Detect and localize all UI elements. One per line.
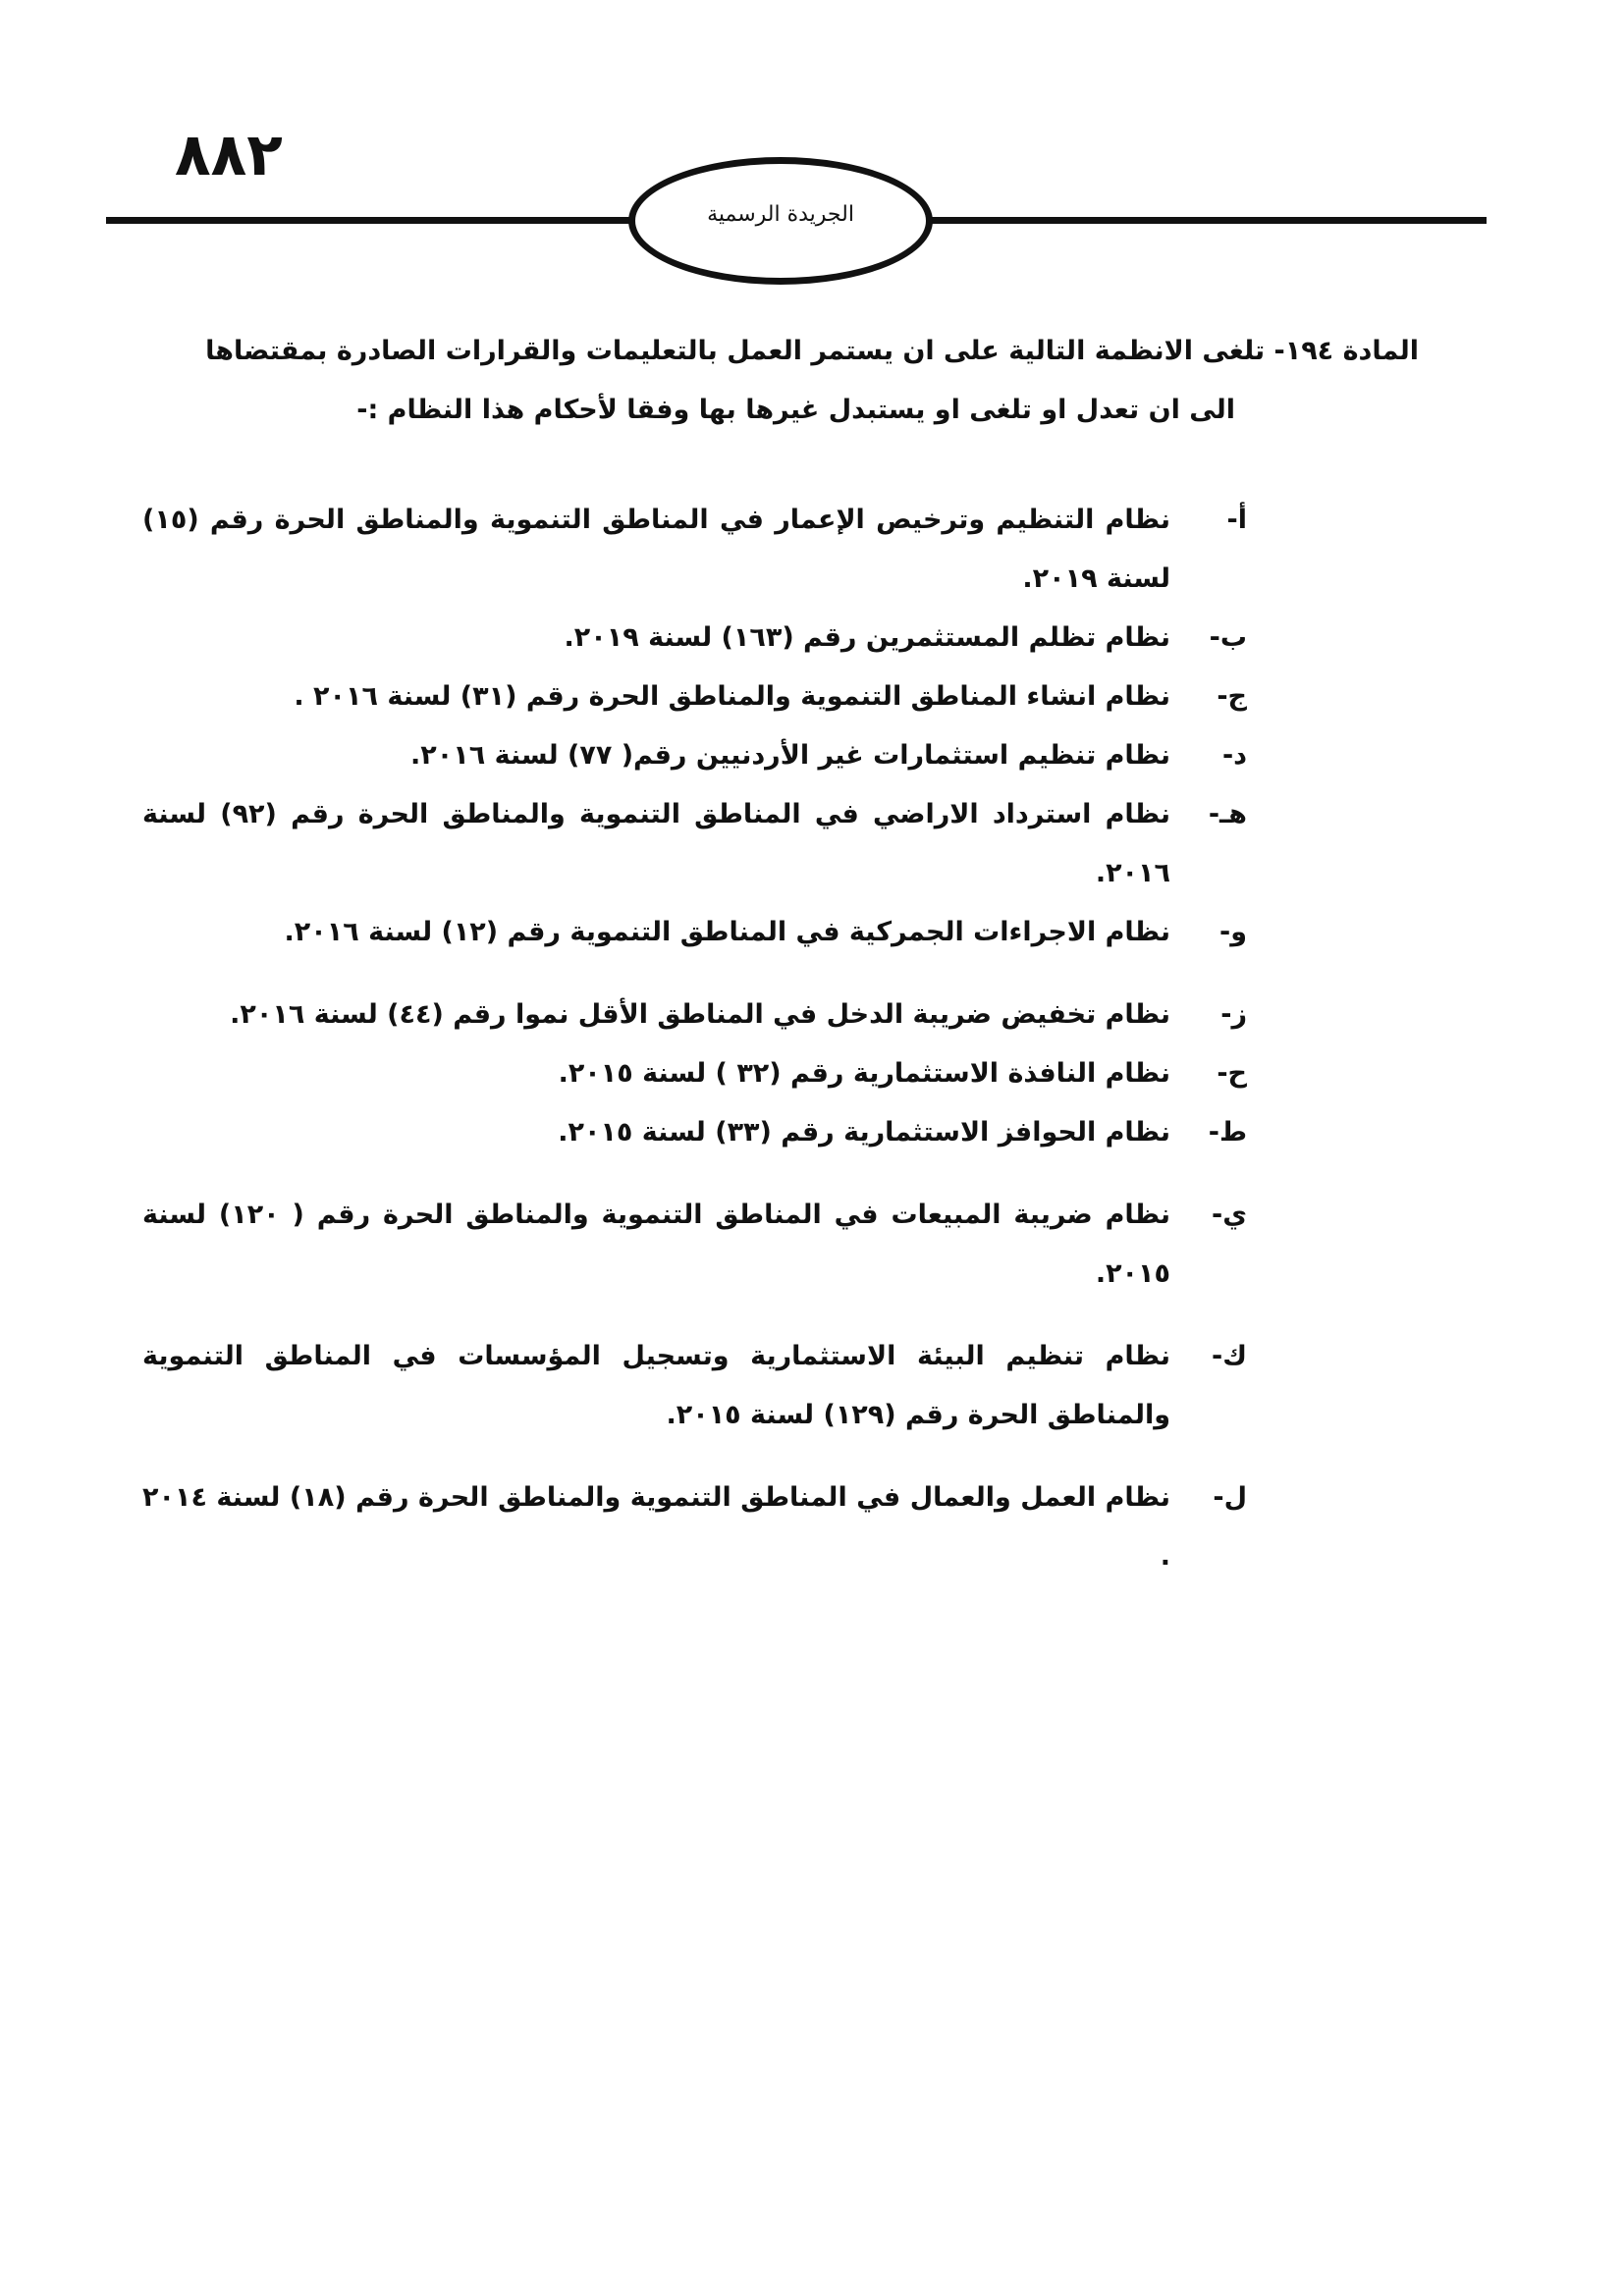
gazette-title: الجريدة الرسمية [707,201,854,227]
list-item-text: نظام تظلم المستثمرين رقم (١٦٣) لسنة ٢٠١٩. [564,622,1170,653]
list-item-marker: ب- [1209,622,1247,653]
list-item [142,1044,1247,1103]
list-item-marker: ج- [1217,681,1247,712]
header-rule-left [106,217,634,224]
list-item-marker: هـ- [1208,799,1247,829]
list-item-text: نظام استرداد الاراضي في المناطق التنموية والمناطق الحرة رقم (٩٢) لسنة ٢٠١٦. [142,799,1171,888]
article-intro [142,322,1419,440]
list-item-text: نظام تنظيم استثمارات غير الأردنيين رقم( ٧٧) لسنة ٢٠١٦. [410,740,1170,771]
list-item-text: نظام الاجراءات الجمركية في المناطق التنموية رقم (١٢) لسنة ٢٠١٦. [284,917,1170,947]
list-item [142,726,1247,785]
list-item-text: نظام الحوافز الاستثمارية رقم (٣٣) لسنة ٢٠١٥. [558,1117,1170,1148]
list-item-marker: د- [1221,740,1247,771]
list-item-marker: ي- [1212,1200,1247,1230]
list-item [142,667,1247,726]
page-number: ٨٨٢ [175,121,283,189]
list-item-marker: ح- [1217,1058,1247,1089]
article-intro-line-1: المادة ١٩٤- تلغى الانظمة التالية على ان يستمر العمل بالتعليمات والقرارات الصادرة بمقتضاها [205,336,1419,366]
header-rule-right [929,217,1487,224]
list-item [142,903,1247,962]
list-item-text: نظام تنظيم البيئة الاستثمارية وتسجيل المؤسسات في المناطق التنموية والمناطق الحرة رقم (١٢٩) لسنة ٢٠١٥. [142,1341,1170,1430]
repealed-regulations-list [142,491,1247,1586]
list-item-text: نظام التنظيم وترخيص الإعمار في المناطق التنموية والمناطق الحرة رقم (١٥) لسنة ٢٠١٩. [142,505,1170,594]
list-item-text: نظام ضريبة المبيعات في المناطق التنموية والمناطق الحرة رقم ( ١٢٠) لسنة ٢٠١٥. [142,1200,1170,1289]
list-item-text: نظام العمل والعمال في المناطق التنموية والمناطق الحرة رقم (١٨) لسنة ٢٠١٤ . [142,1482,1170,1572]
list-item-text: نظام تخفيض ضريبة الدخل في المناطق الأقل نموا رقم (٤٤) لسنة ٢٠١٦. [230,999,1170,1030]
list-item-marker: ز- [1220,999,1247,1030]
list-item-marker: أ- [1226,505,1247,535]
list-item-text: نظام النافذة الاستثمارية رقم (٣٢ ) لسنة ٢٠١٥. [558,1058,1170,1089]
list-item [142,1103,1247,1162]
list-item-marker: ك- [1212,1341,1247,1371]
list-item-marker: ل- [1213,1482,1247,1513]
list-item [142,785,1247,903]
list-item-marker: ط- [1208,1117,1247,1148]
gazette-title-ellipse [628,157,933,285]
list-item [142,1468,1247,1586]
list-item [142,491,1247,609]
list-item-marker: و- [1219,917,1247,947]
list-item [142,609,1247,667]
article-intro-line-2: الى ان تعدل او تلغى او يستبدل غيرها بها وفقا لأحكام هذا النظام :- [356,395,1235,425]
list-item [142,1186,1247,1304]
list-item [142,986,1247,1044]
list-item [142,1327,1247,1445]
list-item-text: نظام انشاء المناطق التنموية والمناطق الحرة رقم (٣١) لسنة ٢٠١٦ . [294,681,1170,712]
